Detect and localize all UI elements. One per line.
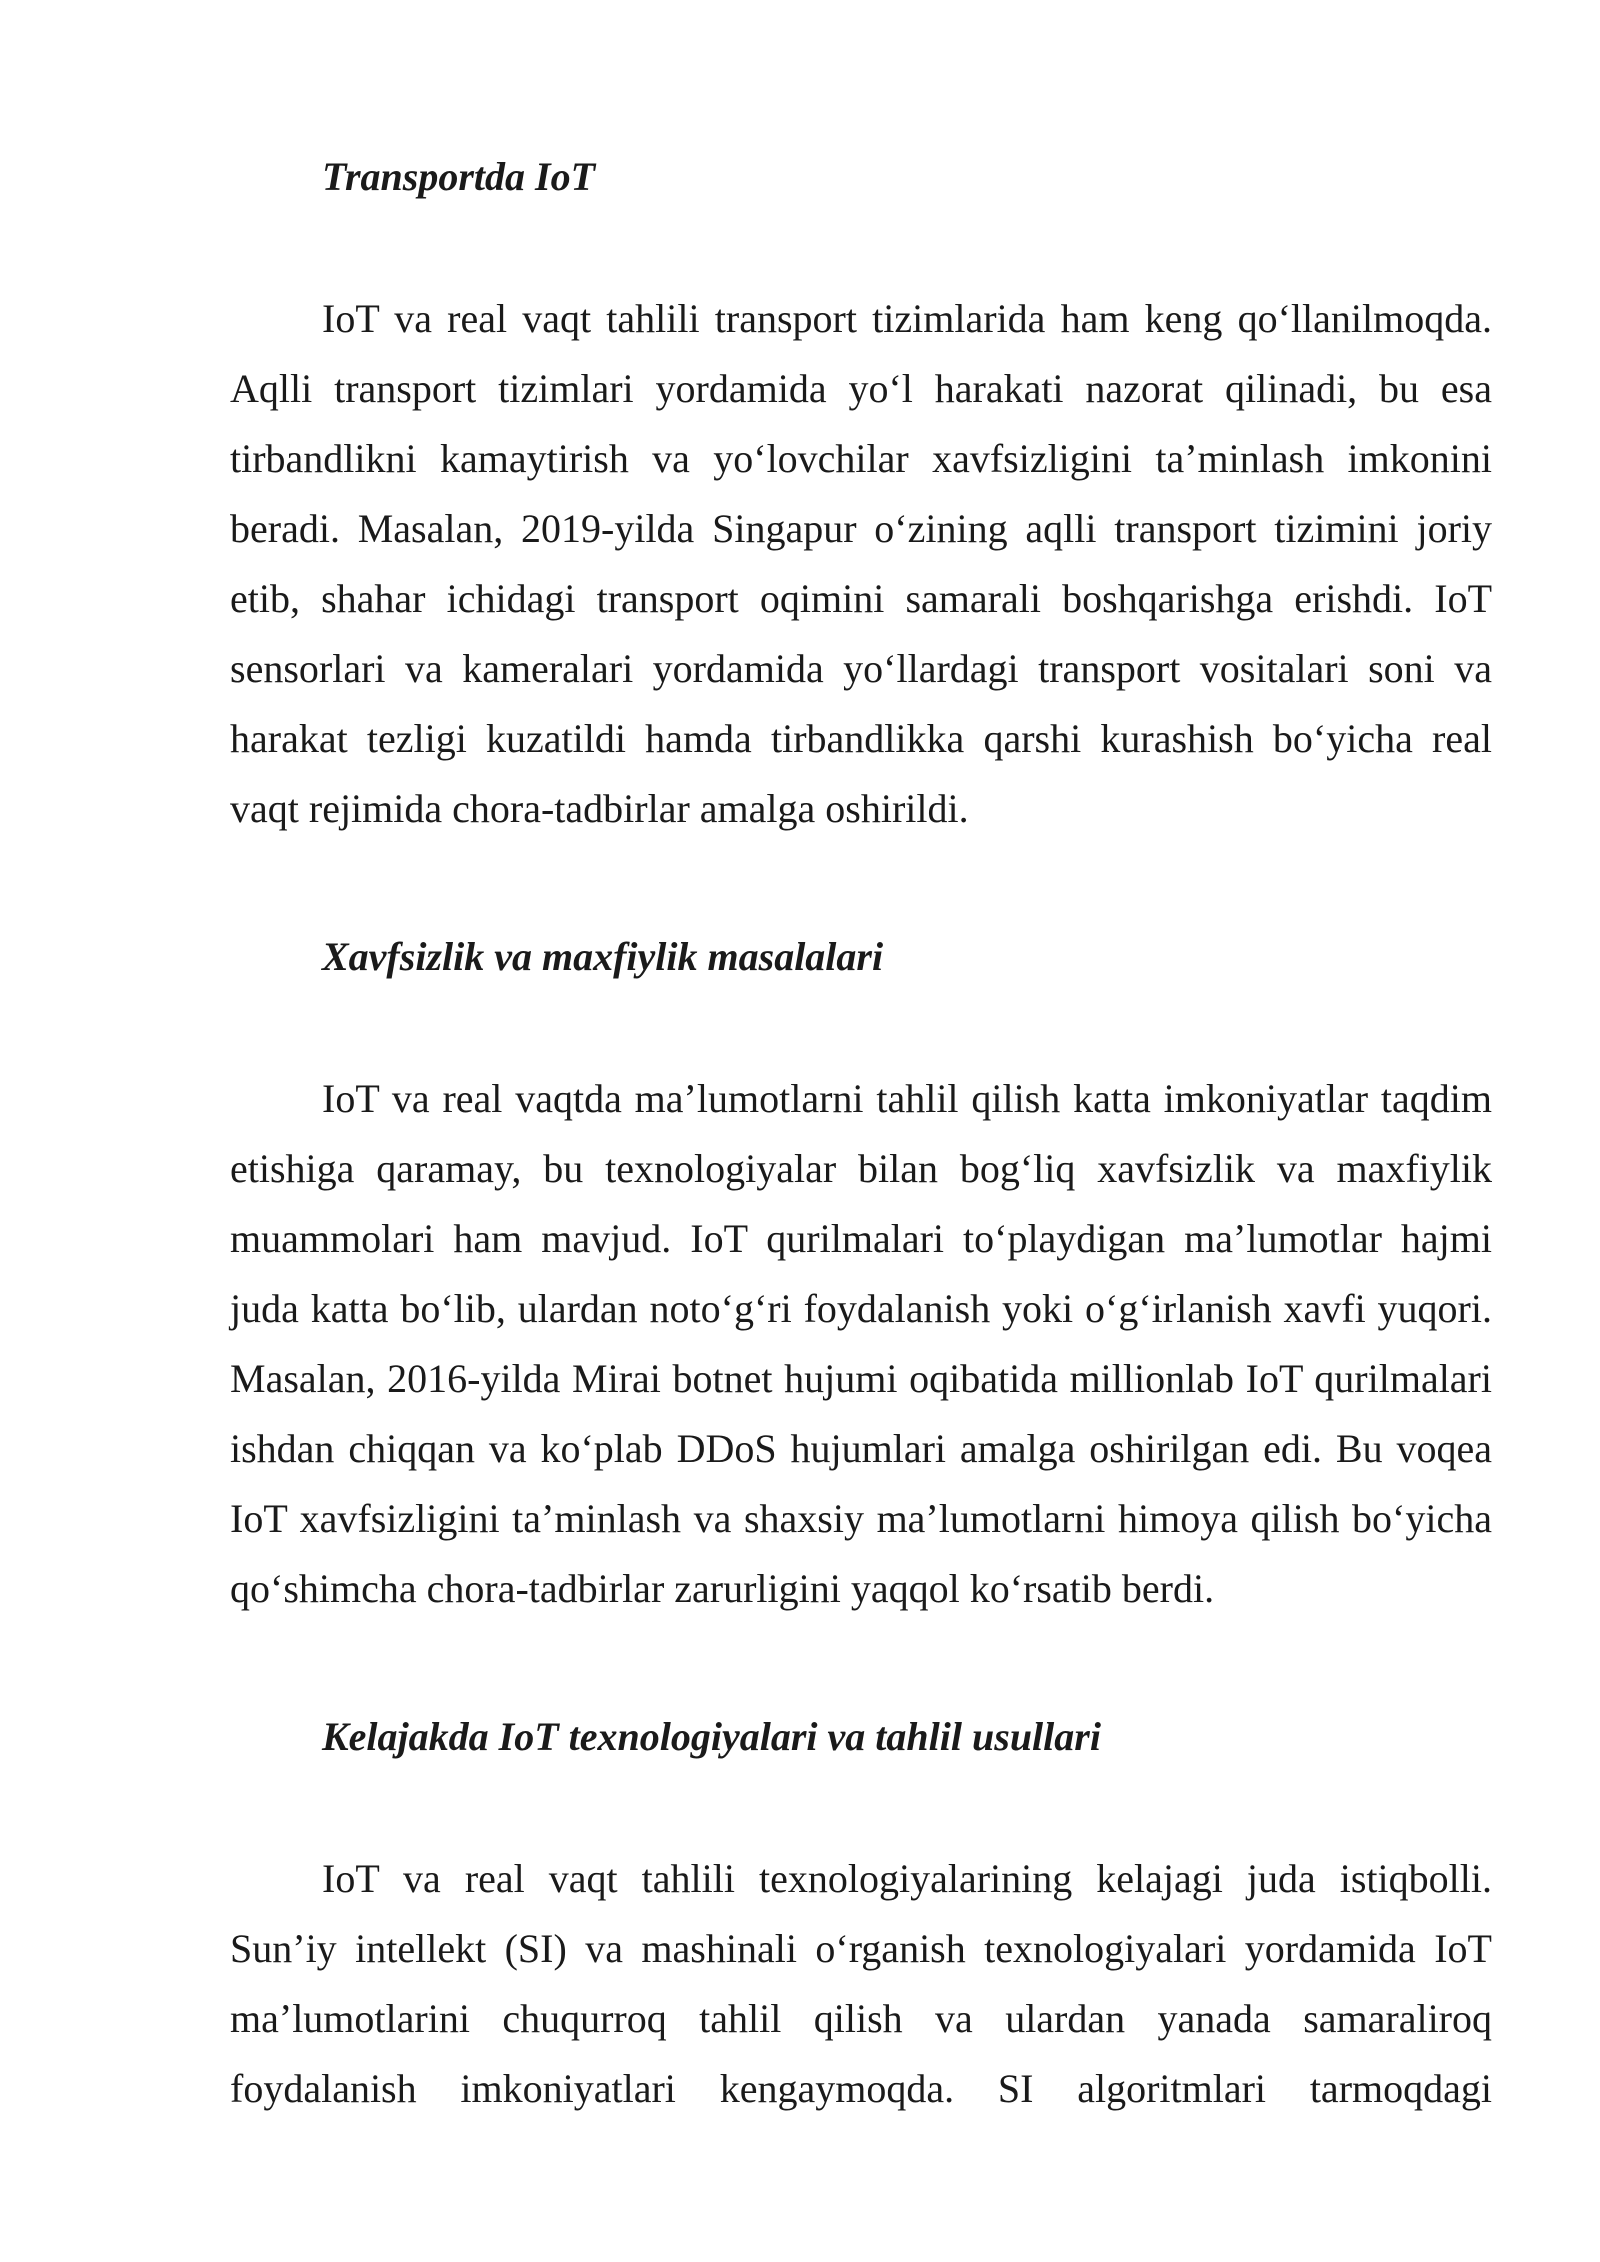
section-paragraph-transport: IoT va real vaqt tahlili transport tizimlarida ham keng qoʻllanilmoqda. Aqlli transport tizimlari yordamida yoʻl harakati nazorat qilinadi, bu esa tirbandlikni kamaytirish va yoʻlovchilar xavfsizligini taʼminlash imkonini beradi. Masalan, 2019-yilda Singapur oʻzining aqlli transport tizimini joriy etib, shahar ichidagi transport oqimini samarali boshqarishga erishdi. IoT sensorlari va kameralari yordamida yoʻllardagi transport vositalari soni va harakat tezligi kuzatildi hamda tirbandlikka qarshi kurashish boʻyicha real vaqt rejimida chora-tadbirlar amalga oshirildi. bbox=[230, 296, 1492, 831]
section-paragraph-future: IoT va real vaqt tahlili texnologiyalarining kelajagi juda istiqbolli. Sunʼiy intellekt (SI) va mashinali oʻrganish texnologiyalari yordamida IoT maʼlumotlarini chuqurroq tahlil qilish va ulardan yanada samaraliroq foydalanish imkoniyatlari kengaymoqda. SI algoritmlari tarmoqdagi bbox=[230, 1856, 1492, 2111]
section-heading-future: Kelajakda IoT texnologiyalari va tahlil usullari bbox=[322, 1714, 1101, 1759]
document-body bbox=[230, 148, 1492, 2124]
section-heading-security: Xavfsizlik va maxfiylik masalalari bbox=[322, 934, 884, 979]
section-paragraph-security: IoT va real vaqtda maʼlumotlarni tahlil qilish katta imkoniyatlar taqdim etishiga qaramay, bu texnologiyalar bilan bogʻliq xavfsizlik va maxfiylik muammolari ham mavjud. IoT qurilmalari toʻplaydigan maʼlumotlar hajmi juda katta boʻlib, ulardan notoʻgʻri foydalanish yoki oʻgʻirlanish xavfi yuqori. Masalan, 2016-yilda Mirai botnet hujumi oqibatida millionlab IoT qurilmalari ishdan chiqqan va koʻplab DDoS hujumlari amalga oshirilgan edi. Bu voqea IoT xavfsizligini taʼminlash va shaxsiy maʼlumotlarni himoya qilish boʻyicha qoʻshimcha chora-tadbirlar zarurligini yaqqol koʻrsatib berdi. bbox=[230, 1076, 1492, 1611]
section-heading-transport: Transportda IoT bbox=[322, 154, 596, 199]
